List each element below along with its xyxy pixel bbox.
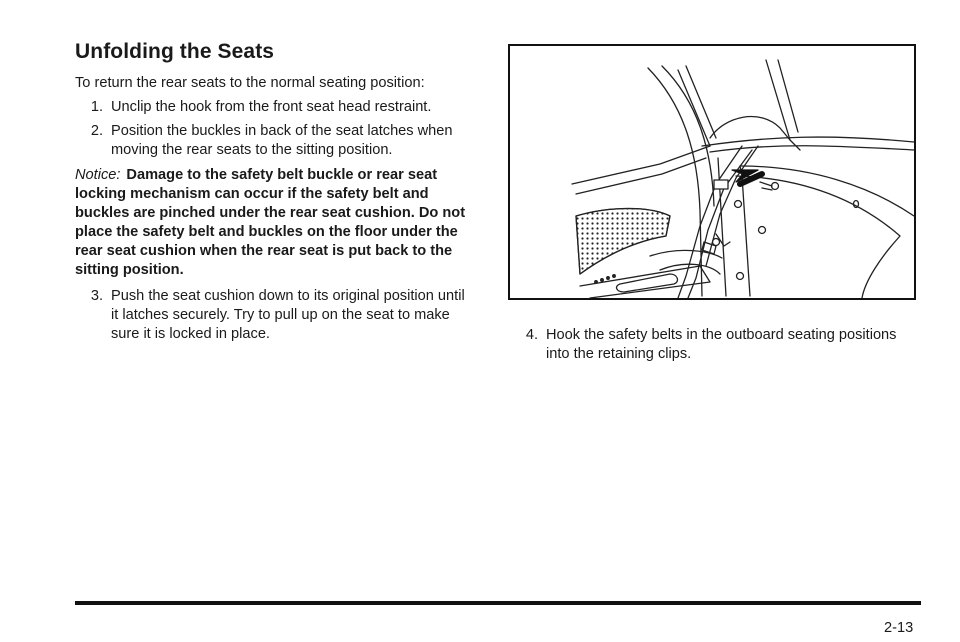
step-text: Position the buckles in back of the seat latches when moving the rear seats to the sitting position.	[111, 123, 453, 158]
right-column	[508, 44, 920, 369]
parcel-shelf	[702, 137, 914, 146]
c-pillar-line	[766, 60, 800, 150]
page-number: 2-13	[884, 620, 914, 636]
fastener-hole	[737, 273, 744, 280]
fastener-hole	[713, 239, 720, 246]
seat-stitch	[595, 281, 598, 284]
left-column	[75, 40, 475, 349]
c-pillar-line	[778, 60, 798, 132]
footer-rule	[75, 601, 921, 605]
cushion-edge	[650, 250, 722, 258]
step-number: 3.	[90, 288, 103, 304]
step-text: Unclip the hook from the front seat head restraint.	[111, 99, 432, 115]
seat-stitch	[601, 279, 604, 282]
window-frame-line	[686, 66, 716, 138]
seat-stitch	[613, 275, 616, 278]
step-item	[75, 287, 475, 344]
step-item	[508, 326, 920, 364]
section-title: Unfolding the Seats	[75, 40, 275, 63]
intro-text: To return the rear seats to the normal seating position:	[75, 75, 425, 91]
notice-block	[75, 166, 475, 280]
armrest	[617, 274, 678, 292]
seat-stitch	[607, 277, 610, 280]
notice-label: Notice:	[75, 167, 121, 183]
seat-belt-clip-figure	[508, 44, 916, 300]
step-number: 4.	[525, 327, 538, 343]
step-text: Hook the safety belts in the outboard seating positions into the retaining clips.	[546, 327, 897, 362]
step-text: Push the seat cushion down to its original position until it latches securely. Try to pull up on the seat to make sure it is locked in place.	[111, 288, 465, 342]
window-frame-line	[648, 68, 702, 296]
headrest-outline	[710, 117, 790, 140]
window-glass	[576, 158, 706, 194]
notice-text: Damage to the safety belt buckle or rear seat locking mechanism can occur if the safety belt and buckles are pinched under the rear seat cushion. Do not place the safety belt and buckles on the floor under the rear seat cushion when the rear seat is put back to the sitting position.	[75, 167, 466, 278]
cushion-edge	[660, 264, 720, 274]
retaining-clip	[714, 180, 728, 189]
step-number: 2.	[90, 123, 103, 139]
step-item	[75, 98, 475, 117]
side-panel-curve	[740, 166, 914, 216]
seat-belt-retaining-clip-illustration	[510, 46, 914, 298]
window-frame-line	[678, 70, 710, 146]
speaker-grille	[576, 209, 670, 275]
fastener-hole	[735, 201, 742, 208]
step-item	[75, 122, 475, 160]
step-number: 1.	[90, 99, 103, 115]
latch-pin	[760, 182, 772, 190]
fastener-hole	[759, 227, 766, 234]
